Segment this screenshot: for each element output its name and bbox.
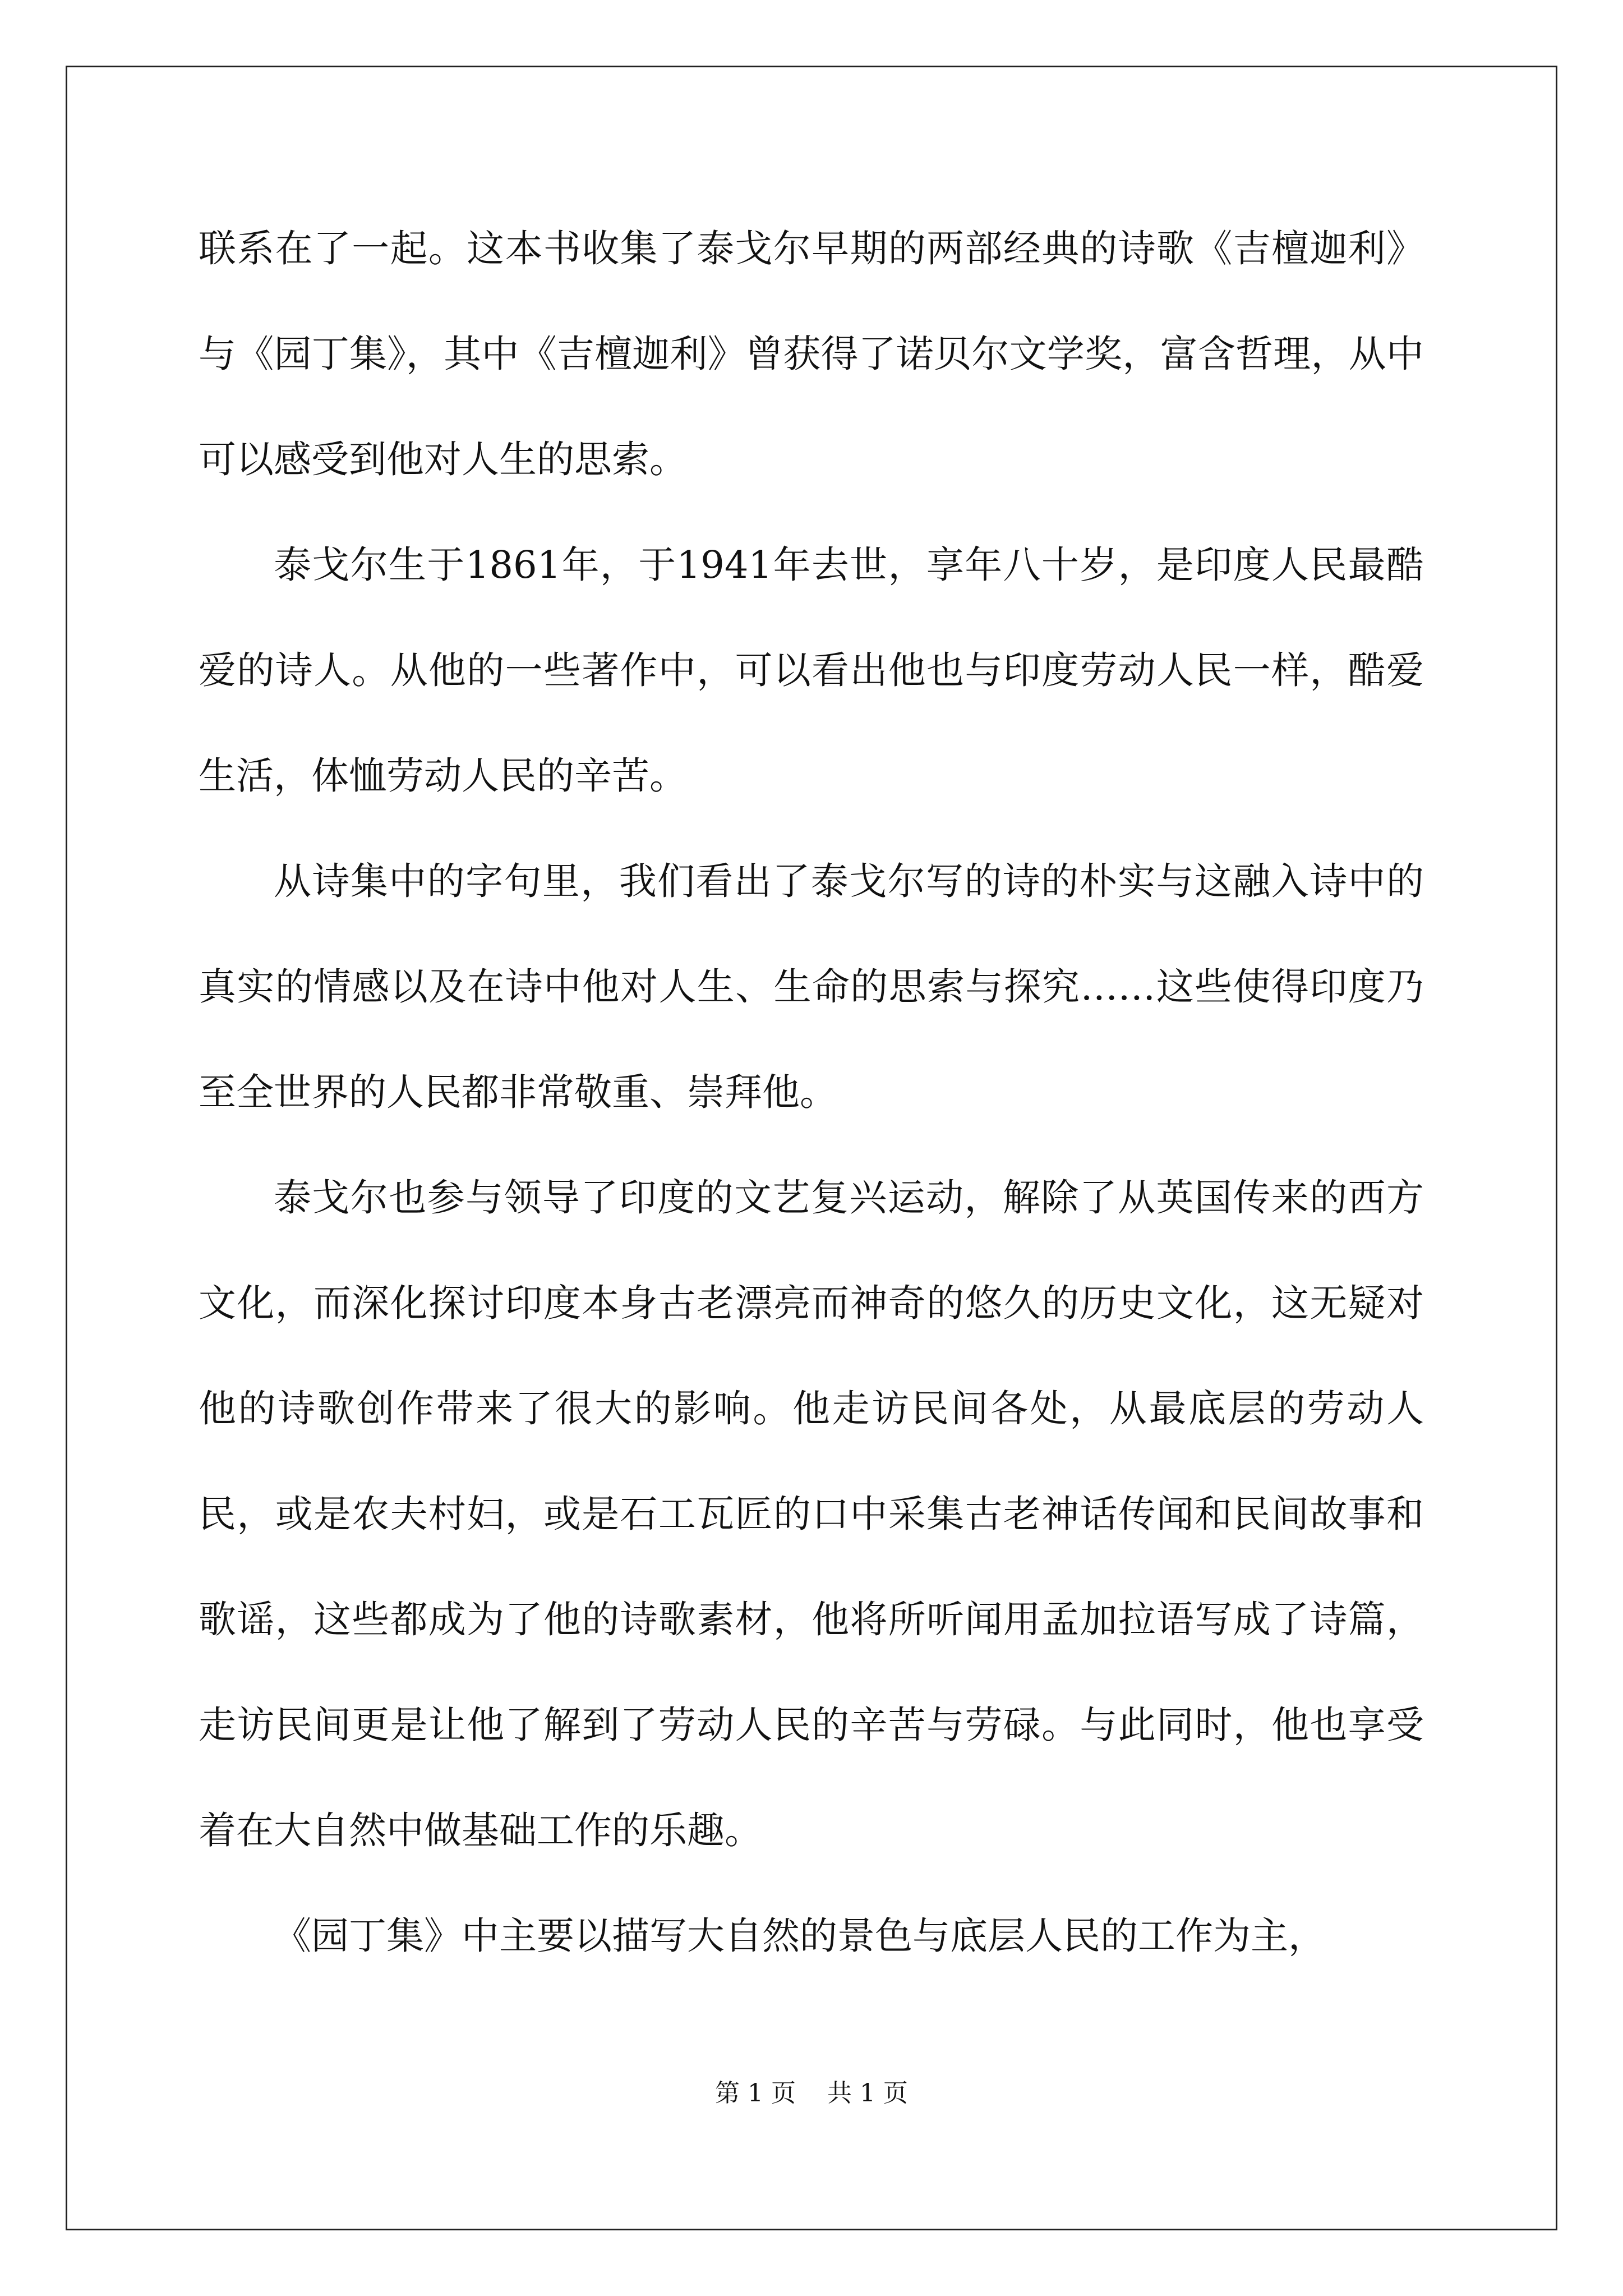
- paragraph-continuation: 联系在了一起。这本书收集了泰戈尔早期的两部经典的诗歌《吉檀迦利》与《园丁集》，其中《吉檀迦利》曾获得了诺贝尔文学奖，富含哲理，从中可以感受到他对人生的思索。: [199, 227, 1424, 481]
- paragraph: 《园丁集》中主要以描写大自然的景色与底层人民的工作为主，: [274, 1914, 1326, 1958]
- paragraph: 泰戈尔生于1861年，于1941年去世，享年八十岁，是印度人民最酷爱的诗人。从他的一些著作中，可以看出他也与印度劳动人民一样，酷爱生活，体恤劳动人民的辛苦。: [199, 543, 1424, 798]
- paragraph: 从诗集中的字句里，我们看出了泰戈尔写的诗的朴实与这融入诗中的真实的情感以及在诗中他对人生、生命的思索与探究……这些使得印度乃至全世界的人民都非常敬重、崇拜他。: [199, 859, 1424, 1114]
- document-body: [199, 196, 1424, 1989]
- paragraph: 泰戈尔也参与领导了印度的文艺复兴运动，解除了从英国传来的西方文化，而深化探讨印度本身古老漂亮而神奇的悠久的历史文化，这无疑对他的诗歌创作带来了很大的影响。他走访民间各处，从最底层的劳动人民，或是农夫村妇，或是石工瓦匠的口中采集古老神话传闻和民间故事和歌谣，这些都成为了他的诗歌素材，他将所听闻用孟加拉语写成了诗篇，走访民间更是让他了解到了劳动人民的辛苦与劳碌。与此同时，他也享受着在大自然中做基础工作的乐趣。: [199, 1176, 1424, 1852]
- page-number: 第 1 页 共 1 页: [715, 2079, 908, 2108]
